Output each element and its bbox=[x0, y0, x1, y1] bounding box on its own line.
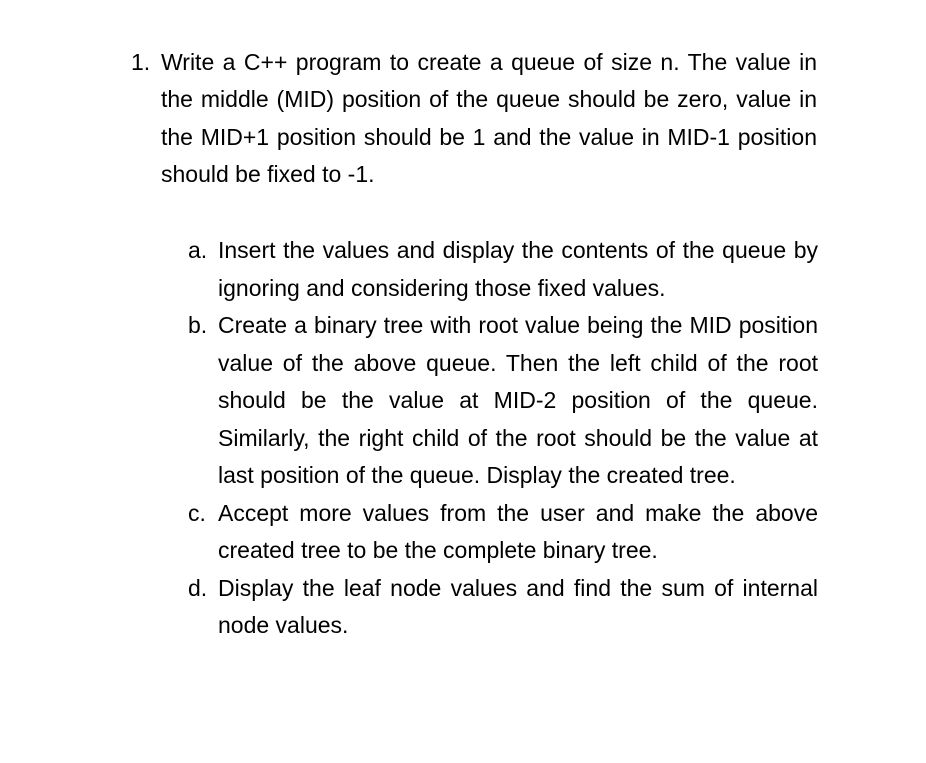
subpart-list bbox=[188, 232, 818, 645]
subpart-text: Display the leaf node values and find the sum of internal node values. bbox=[218, 574, 818, 638]
subpart-letter: d. bbox=[188, 574, 208, 601]
subpart-text: Create a binary tree with root value being the MID position value of the above queue. Then the left child of the root should be the value at MID-2 position of the queue. Similarly, the right child of the root should be the value at last position of the queue. Display the created tree. bbox=[218, 312, 818, 488]
subpart-letter: a. bbox=[188, 237, 208, 263]
subpart-d bbox=[188, 570, 818, 645]
question-1 bbox=[131, 44, 817, 193]
question-text: Write a C++ program to create a queue of size n. The value in the middle (MID) position of the queue should be zero, value in the MID+1 position should be 1 and the value in MID-1 position should be fixed to -1. bbox=[161, 49, 817, 187]
subpart-a bbox=[188, 232, 818, 307]
subpart-letter: b. bbox=[188, 312, 208, 338]
subpart-letter: c. bbox=[188, 499, 206, 526]
subpart-c bbox=[188, 495, 818, 570]
subpart-text: Insert the values and display the contents of the queue by ignoring and considering those fixed values. bbox=[218, 237, 818, 301]
subpart-text: Accept more values from the user and make the above created tree to be the complete binary tree. bbox=[218, 499, 818, 563]
subpart-b bbox=[188, 307, 818, 495]
question-number: 1. bbox=[131, 49, 151, 75]
